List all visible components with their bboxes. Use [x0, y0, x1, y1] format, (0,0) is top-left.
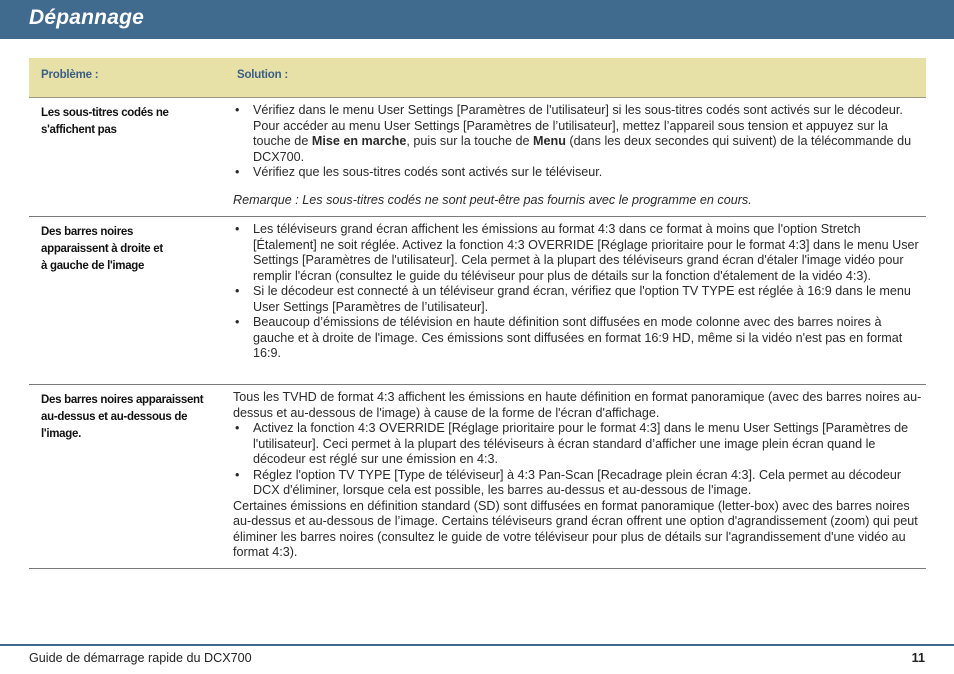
solution-intro: Tous les TVHD de format 4:3 affichent les émissions en haute définition en format panoramique (avec des barres noires au-dessus et au-dessous de l'image) à cause de la forme de l'écran d'affichage. [233, 390, 922, 420]
problem-cell: Des barres noires apparaissent au-dessus et au-dessous de l'image. [41, 394, 204, 440]
table-row [29, 217, 926, 385]
page-number: 11 [911, 651, 925, 665]
solution-cell [233, 222, 923, 362]
table-header [29, 58, 926, 98]
problem-cell: Les sous-titres codés ne s'affichent pas [41, 107, 169, 136]
table-row [29, 98, 926, 217]
solution-note: Remarque : Les sous-titres codés ne sont peut-être pas fournis avec le programme en cours. [233, 192, 752, 207]
problem-cell: Des barres noires apparaissent à droite et à gauche de l'image [41, 226, 163, 272]
footer-document-title: Guide de démarrage rapide du DCX700 [29, 651, 252, 665]
solution-outro: Certaines émissions en définition standard (SD) sont diffusées en format panoramique (letter-box) avec des barres noires au-dessus et au-dessous de l’image. Certains téléviseurs grand écran offrent une option d'agrandissement (zoom) qui peut éliminer les barres noires (consultez le guide de votre téléviseur pour plus de détails sur l'agrandissement d'une vidéo au format 4:3). [233, 498, 918, 559]
troubleshooting-table [29, 58, 926, 569]
solution-bullet: • Vérifiez dans le menu User Settings [Paramètres de l'utilisateur] si les sous-titres codés sont activés sur le décodeur. Pour accéder au menu User Settings [Paramètres de l’utilisateur], mettez l’appareil sous tension et appuyez sur la touche de Mise en marche, puis sur la touche de Menu (dans les deux secondes qui suivent) de la télécommande du DCX700. [233, 103, 923, 165]
table-row [29, 385, 926, 569]
page-header-bar [0, 0, 954, 39]
footer-divider [0, 644, 954, 646]
column-header-solution: Solution : [237, 69, 289, 81]
solution-bullet: • Si le décodeur est connecté à un téléviseur grand écran, vérifiez que l'option TV TYPE est réglée à 16:9 dans le menu User Settings [Paramètres de l’utilisateur]. [233, 284, 923, 315]
solution-bullet: • Vérifiez que les sous-titres codés sont activés sur le téléviseur. [233, 165, 923, 181]
solution-bullet: • Beaucoup d’émissions de télévision en haute définition sont diffusées en mode colonne avec des barres noires à gauche et à droite de l'image. Ces émissions sont diffusées en format 16:9 HD, même si la vidéo n'est pas en format 16:9. [233, 315, 923, 362]
solution-bullet: • Les téléviseurs grand écran affichent les émissions au format 4:3 dans ce format à moins que l'option Stretch [Étalement] ne soit réglée. Activez la fonction 4:3 OVERRIDE [Réglage prioritaire pour le format 4:3] dans le menu User Settings [Paramètres de l'utilisateur]. Cela permet à la plupart des téléviseurs grand écran d'étaler l'image vidéo pour remplir l'écran (consultez le guide du téléviseur pour plus de détails sur la fonction d'étalement de la vidéo 4:3). [233, 222, 923, 284]
column-header-problem: Problème : [41, 69, 99, 81]
solution-cell [233, 390, 923, 561]
page-title: Dépannage [29, 6, 144, 29]
solution-bullet: • Activez la fonction 4:3 OVERRIDE [Réglage prioritaire pour le format 4:3] dans le menu User Settings [Paramètres de l'utilisateur]. Ceci permet à la plupart des téléviseurs à écran standard d’afficher une image plein écran quand le décodeur est réglé sur une émission en 4:3. [233, 421, 923, 468]
solution-bullet: • Réglez l'option TV TYPE [Type de téléviseur] à 4:3 Pan-Scan [Recadrage plein écran 4:3]. Cela permet au décodeur DCX d'éliminer, lorsque cela est possible, les barres au-dessus et au-dessous de l'image. [233, 468, 923, 499]
solution-cell [233, 103, 923, 208]
